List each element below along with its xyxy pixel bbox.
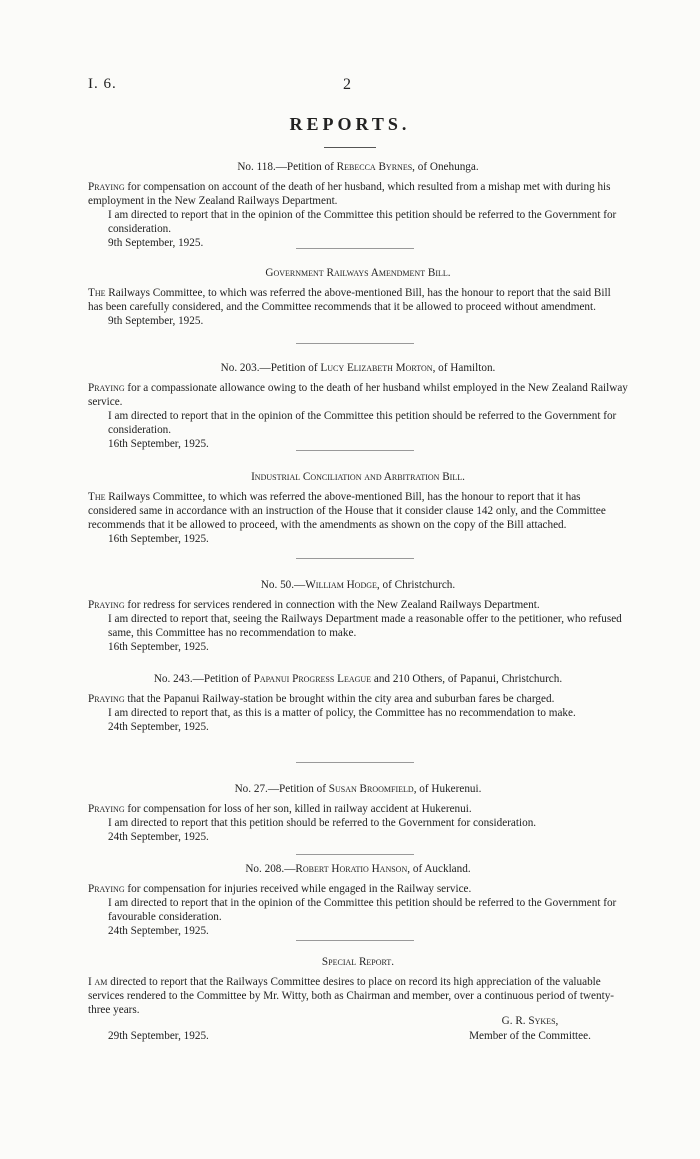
page-header-code: I. 6.: [88, 76, 117, 92]
report-heading: No. 27.—Petition of Susan Broomfield, of Hukerenui.: [234, 783, 482, 795]
report-date: 16th September, 1925.: [108, 533, 209, 545]
special-report-heading: Special Report.: [321, 956, 395, 968]
report-railways-amendment-bill: [88, 266, 628, 328]
report-heading: Industrial Conciliation and Arbitration Bill.: [251, 471, 465, 483]
separator-rule: [296, 940, 414, 941]
petitioner-name: Susan Broomfield: [328, 783, 414, 795]
separator-rule: [296, 558, 414, 559]
separator-rule: [296, 343, 414, 344]
petitioner-name: William Hodge: [305, 579, 377, 591]
separator-rule: [296, 248, 414, 249]
report-date: 24th September, 1925.: [108, 925, 209, 937]
report-243: [88, 672, 628, 734]
report-date: 9th September, 1925.: [108, 315, 204, 327]
report-recommendation: I am directed to report that, seeing the Railways Department made a reasonable offer to the petitioner, who refused same, this Committee has no recommendation to make.: [108, 613, 622, 639]
report-27: [88, 782, 628, 844]
report-recommendation: I am directed to report that in the opinion of the Committee this petition should be referred to the Government for favourable consideration.: [108, 897, 617, 923]
report-date: 9th September, 1925.: [108, 237, 204, 249]
report-date: 16th September, 1925.: [108, 438, 209, 450]
report-heading: No. 50.—William Hodge, of Christchurch.: [260, 579, 456, 591]
title-rule: [324, 147, 376, 148]
report-heading: No. 208.—Robert Horatio Hanson, of Auckland.: [245, 863, 471, 875]
separator-rule: [296, 450, 414, 451]
report-heading: No. 203.—Petition of Lucy Elizabeth Morton, of Hamilton.: [220, 362, 496, 374]
report-recommendation: I am directed to report that in the opinion of the Committee this petition should be referred to the Government for consideration.: [108, 209, 617, 235]
report-203: [88, 361, 628, 451]
report-date: 24th September, 1925.: [108, 831, 209, 843]
report-body: Praying for compensation for injuries received while engaged in the Railway service.: [88, 883, 472, 895]
report-body: Praying for compensation for loss of her son, killed in railway accident at Hukerenui.: [88, 803, 472, 815]
report-body: The Railways Committee, to which was referred the above-mentioned Bill, has the honour to report that it has considered same in accordance with an instruction of the House that it consider clause 142 only, and the Committee recommends that it be allowed to proceed, with the amendments as shown on the copy of the Bill attached.: [88, 491, 606, 531]
petitioner-name: Rebecca Byrnes: [336, 161, 413, 173]
report-body: Praying that the Papanui Railway-station be brought within the city area and suburban fares be charged.: [88, 693, 555, 705]
report-body: Praying for redress for services rendered in connection with the New Zealand Railways Department.: [88, 599, 540, 611]
report-50: [88, 578, 628, 654]
petitioner-name: Papanui Progress League: [253, 673, 372, 685]
bill-name: Government Railways Amendment Bill: [265, 267, 448, 279]
report-heading: No. 118.—Petition of Rebecca Byrnes, of Onehunga.: [237, 161, 479, 173]
separator-rule: [296, 854, 414, 855]
separator-rule: [296, 762, 414, 763]
report-heading: No. 243.—Petition of Papanui Progress League and 210 Others, of Papanui, Christchurch.: [153, 673, 563, 685]
report-body: The Railways Committee, to which was referred the above-mentioned Bill, has the honour to report that the said Bill has been carefully considered, and the Committee recommends that it be allowed to proceed without amendment.: [88, 287, 611, 313]
special-report-body: I am directed to report that the Railways Committee desires to place on record its high appreciation of the valuable services rendered to the Committee by Mr. Witty, both as Chairman and member, over a continuous period of twenty-three years.: [88, 976, 615, 1016]
page-title: REPORTS.: [289, 114, 411, 134]
signature-name: G. R. Sykes,: [501, 1015, 559, 1027]
report-body: Praying for compensation on account of the death of her husband, which resulted from a mishap met with during his employment in the New Zealand Railways Department.: [88, 181, 611, 207]
petitioner-name: Lucy Elizabeth Morton: [320, 362, 433, 374]
report-body: Praying for a compassionate allowance owing to the death of her husband whilst employed in the New Zealand Railway service.: [88, 382, 628, 408]
report-date: 24th September, 1925.: [108, 721, 209, 733]
report-industrial-conciliation-bill: [88, 470, 628, 546]
bill-name: Industrial Conciliation and Arbitration Bill: [251, 471, 463, 483]
report-recommendation: I am directed to report that, as this is a matter of policy, the Committee has no recommendation to make.: [108, 707, 576, 719]
report-recommendation: I am directed to report that in the opinion of the Committee this petition should be referred to the Government for consideration.: [108, 410, 617, 436]
report-118: [88, 160, 628, 250]
special-report-date: 29th September, 1925.: [108, 1030, 209, 1042]
signature-title: Member of the Committee.: [469, 1030, 591, 1042]
report-208: [88, 862, 628, 938]
report-heading: Government Railways Amendment Bill.: [265, 267, 451, 279]
page-number: 2: [343, 76, 351, 93]
petitioner-name: Robert Horatio Hanson: [295, 863, 408, 875]
report-date: 16th September, 1925.: [108, 641, 209, 653]
report-recommendation: I am directed to report that this petition should be referred to the Government for consideration.: [108, 817, 537, 829]
special-report: [88, 955, 628, 1017]
